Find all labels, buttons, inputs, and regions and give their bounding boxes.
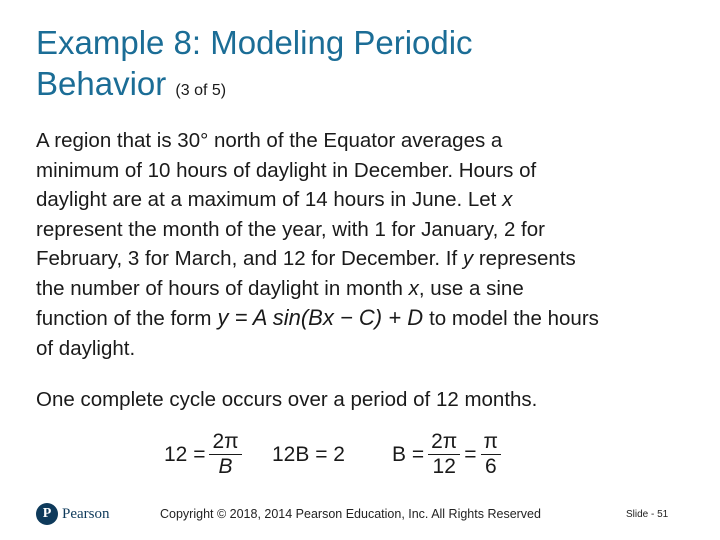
equation-period — [164, 430, 246, 479]
fraction-denominator: 12 — [432, 455, 456, 478]
equation-solve — [272, 443, 345, 467]
eq-equals: = — [464, 442, 477, 466]
fraction — [428, 430, 460, 479]
para-line-2: minimum of 10 hours of daylight in December. Hours of — [36, 158, 537, 182]
slide-title — [36, 22, 686, 111]
para-line-1: A region that is 30° north of the Equator averages a — [36, 129, 503, 152]
variable-x: x — [408, 276, 419, 300]
copyright-notice: Copyright © 2018, 2014 Pearson Education, Inc. All Rights Reserved — [160, 507, 541, 521]
title-part-counter: (3 of 5) — [175, 82, 227, 99]
title-line-2 — [36, 63, 686, 111]
para-text: represents — [473, 247, 576, 270]
fraction — [481, 430, 502, 479]
fraction-denominator: 6 — [484, 455, 497, 478]
para-line-4: represent the month of the year, with 1 for January, 2 for — [36, 217, 545, 241]
slide-number: Slide - 51 — [626, 509, 669, 520]
para-text: to model the hours — [429, 307, 599, 330]
eq-text: 12B = 2 — [272, 443, 345, 466]
para-line-3 — [36, 185, 686, 215]
period-statement: One complete cycle occurs over a period of 12 months. — [36, 388, 538, 411]
sine-formula: y = A sin(Bx − C) + D — [217, 305, 424, 330]
para-line-6 — [36, 274, 686, 304]
pearson-logo — [36, 503, 110, 525]
para-text: function of the form — [36, 307, 212, 330]
title-main-word: Behavior — [36, 65, 167, 102]
pearson-wordmark: Pearson — [62, 505, 110, 522]
para-line-5 — [36, 244, 686, 274]
title-line-1: Example 8: Modeling Periodic — [36, 24, 473, 61]
para-text: the number of hours of daylight in month — [36, 276, 409, 300]
fraction-numerator: π — [481, 430, 502, 455]
variable-y: y — [462, 247, 474, 270]
eq-lhs: B = — [392, 442, 425, 466]
problem-paragraph — [36, 126, 686, 363]
equation-b-value — [392, 430, 505, 479]
para-text: February, 3 for March, and 12 for December. If — [36, 247, 463, 270]
fraction-numerator: 2π — [428, 430, 460, 455]
fraction — [209, 430, 241, 479]
pearson-logo-icon: P — [36, 503, 58, 525]
fraction-numerator: 2π — [209, 430, 241, 455]
para-line-8: of daylight. — [36, 336, 136, 360]
fraction-denominator: B — [218, 455, 233, 478]
para-line-7 — [36, 303, 686, 334]
eq-lhs: 12 = — [164, 442, 206, 466]
para-text: , use a sine — [418, 276, 524, 300]
para-text: daylight are at a maximum of 14 hours in June. Let — [36, 188, 503, 211]
variable-x: x — [502, 188, 513, 211]
